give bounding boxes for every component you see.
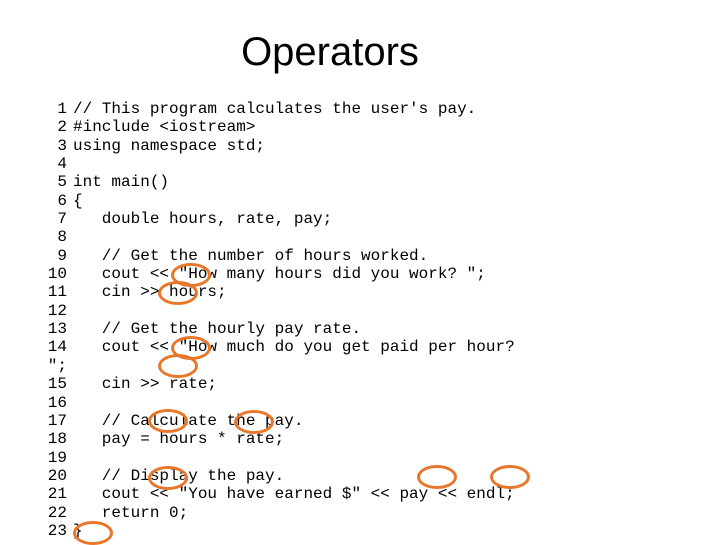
line-number: 5 — [57, 173, 67, 192]
operator-highlight-oval — [158, 354, 198, 378]
operator-highlight-oval — [73, 521, 113, 545]
code-line — [40, 100, 515, 118]
code-text: #include <iostream> — [73, 118, 256, 137]
code-line — [40, 155, 515, 173]
code-line — [40, 412, 515, 430]
code-text: // Get the hourly pay rate. — [73, 320, 362, 339]
line-number: 2 — [57, 118, 67, 137]
code-text: cout << "You have earned $" << pay << endl; — [73, 485, 515, 504]
operator-highlight-oval — [417, 465, 457, 489]
code-line — [40, 173, 515, 191]
code-text: { — [73, 191, 83, 210]
code-text: int main() — [73, 173, 170, 192]
code-text: // Display the pay. — [73, 466, 285, 485]
code-text: // Calculate the pay. — [73, 411, 304, 430]
line-number: 4 — [57, 155, 67, 174]
code-text: pay = hours * rate; — [73, 430, 285, 449]
code-line — [40, 375, 515, 393]
line-number: "; — [47, 356, 67, 375]
operator-highlight-oval — [148, 409, 188, 433]
line-number: 19 — [47, 448, 67, 467]
code-text: // Get the number of hours worked. — [73, 246, 429, 265]
operator-highlight-oval — [234, 410, 274, 434]
code-line — [40, 504, 515, 522]
line-number: 3 — [57, 136, 67, 155]
line-number: 7 — [57, 210, 67, 229]
line-number: 8 — [57, 228, 67, 247]
line-number: 1 — [57, 100, 67, 118]
line-number: 14 — [47, 338, 67, 357]
code-text: cout << "How many hours did you work? "; — [73, 265, 486, 284]
code-text: } — [73, 521, 83, 540]
line-number: 17 — [47, 411, 67, 430]
slide-title: Operators — [241, 30, 419, 74]
code-line — [40, 228, 515, 246]
line-number: 10 — [47, 265, 67, 284]
code-line — [40, 210, 515, 228]
line-number: 20 — [47, 466, 67, 485]
line-number: 12 — [47, 301, 67, 320]
code-line — [40, 265, 515, 283]
line-number: 9 — [57, 246, 67, 265]
line-number: 16 — [47, 393, 67, 412]
line-number: 18 — [47, 430, 67, 449]
line-number: 15 — [47, 375, 67, 394]
code-text: cout << "How much do you get paid per hour? — [73, 338, 515, 357]
code-line — [40, 357, 515, 375]
code-line — [40, 449, 515, 467]
operator-highlight-oval — [148, 466, 188, 490]
code-text: using namespace std; — [73, 136, 266, 155]
operator-highlight-oval — [490, 465, 530, 489]
code-line — [40, 247, 515, 265]
line-number: 22 — [47, 503, 67, 522]
code-line — [40, 430, 515, 448]
code-line — [40, 118, 515, 136]
line-number: 23 — [47, 521, 67, 540]
code-text: cin >> hours; — [73, 283, 227, 302]
code-line — [40, 338, 515, 356]
code-line — [40, 192, 515, 210]
code-text: double hours, rate, pay; — [73, 210, 333, 229]
line-number: 13 — [47, 320, 67, 339]
code-text: cin >> rate; — [73, 375, 218, 394]
code-line — [40, 394, 515, 412]
code-line — [40, 320, 515, 338]
code-line — [40, 137, 515, 155]
code-text: return 0; — [73, 503, 189, 522]
operator-highlight-oval — [158, 281, 198, 305]
line-number: 21 — [47, 485, 67, 504]
code-text: // This program calculates the user's pay. — [73, 100, 477, 118]
line-number: 6 — [57, 191, 67, 210]
code-line — [40, 302, 515, 320]
line-number: 11 — [47, 283, 67, 302]
code-line — [40, 283, 515, 301]
